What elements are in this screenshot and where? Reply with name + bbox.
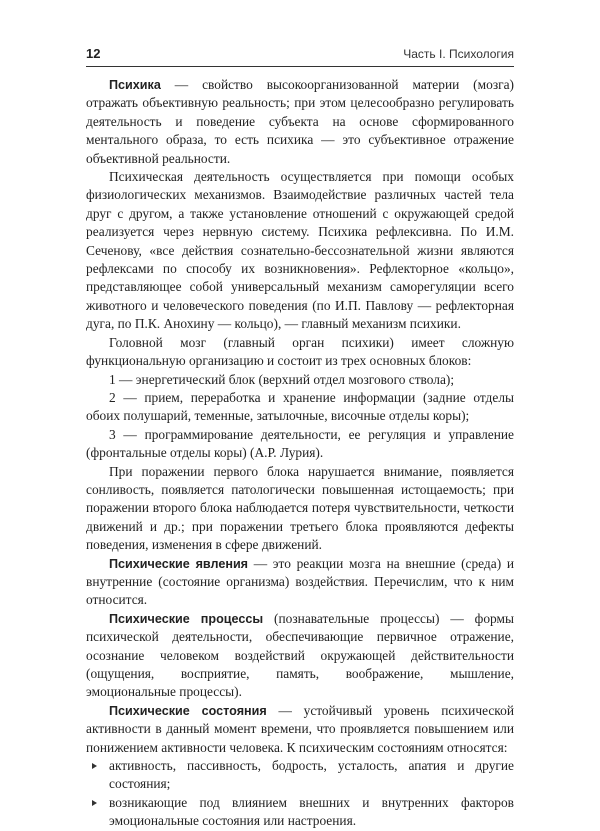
- running-head: Часть I. Психология: [403, 47, 514, 61]
- paragraph-text: — свойство высокоорганизованной материи (мозга) отражать объективную реальность; при этом целесообразно регулировать деятельность и поведение субъекта на основе сформированного ментального образа, то есть психика — это субъективное отражение объективной реальности.: [86, 77, 514, 166]
- paragraph-block-2: 2 — прием, переработка и хранение информации (задние отделы обоих полушарий, теменные, затылочные, височные отделы коры);: [86, 389, 514, 424]
- paragraph-block-3: 3 — программирование деятельности, ее регуляция и управление (фронтальные отделы коры) (А.Р. Лурия).: [86, 426, 514, 461]
- paragraph-mental-processes: [86, 610, 514, 702]
- paragraph-psyche-definition: [86, 76, 514, 168]
- page-header: [86, 46, 514, 67]
- paragraph-text: — это реакции мозга на внешние (среда) и внутренние (состояние организма) воздействия. Перечислим, что к ним относится.: [86, 555, 514, 608]
- list-item: возникающие под влиянием внешних и внутренних факторов эмоциональные состояния или настроения.: [86, 794, 514, 831]
- paragraph-block-damage: При поражении первого блока нарушается внимание, появляется сонливость, появляется патологически повышенная истощаемость; при поражении второго блока наблюдается потеря чувствительности, четкости движений и др.; при поражении третьего блока проявляются дефекты поведения, изменения в сфере движений.: [86, 463, 514, 553]
- paragraph-brain-blocks-intro: Головной мозг (главный орган психики) имеет сложную функциональную организацию и состоит из трех основных блоков:: [86, 334, 514, 369]
- term-mental-phenomena: Психические явления: [109, 556, 249, 571]
- term-mental-states: Психические состояния: [109, 703, 267, 718]
- term-psyche: Психика: [109, 78, 161, 92]
- paragraph-mental-activity: Психическая деятельность осуществляется при помощи особых физиологических механизмов. Взаимодействие различных частей тела друг с другом, а также установление отношений с окружающей средой реализуется через нервную систему. Психика рефлексивна. По И.М. Сеченову, «все действия сознательно-бессознательной жизни являются рефлексами по способу их возникновения». Рефлекторное «кольцо», представляющее собой универсальный механизм саморегуляции всего животного и человеческого поведения (по И.П. Павлову — рефлекторная дуга, по П.К. Анохину — кольцо), — главный механизм психики.: [86, 169, 514, 332]
- term-mental-processes: Психические процессы: [109, 611, 264, 626]
- list-item: активность, пассивность, бодрость, усталость, апатия и другие состояния;: [86, 757, 514, 794]
- page-number: 12: [86, 46, 101, 61]
- paragraph-mental-phenomena: [86, 555, 514, 610]
- paragraph-text: (познавательные процессы) — формы психической деятельности, обеспечивающие первичное отражение, осознание человеком воздействий окружающей действительности (ощущения, восприятие, память, воображение, мышление, эмоциональные процессы).: [86, 610, 514, 700]
- paragraph-mental-states: [86, 702, 514, 757]
- paragraph-block-1: 1 — энергетический блок (верхний отдел мозгового ствола);: [109, 371, 455, 387]
- paragraph-text: — устойчивый уровень психической активности в данный момент времени, что проявляется повышением или понижением активности человека. К психическим состояниям относятся:: [86, 702, 514, 755]
- mental-states-list: [86, 757, 514, 831]
- page-body: [86, 76, 514, 831]
